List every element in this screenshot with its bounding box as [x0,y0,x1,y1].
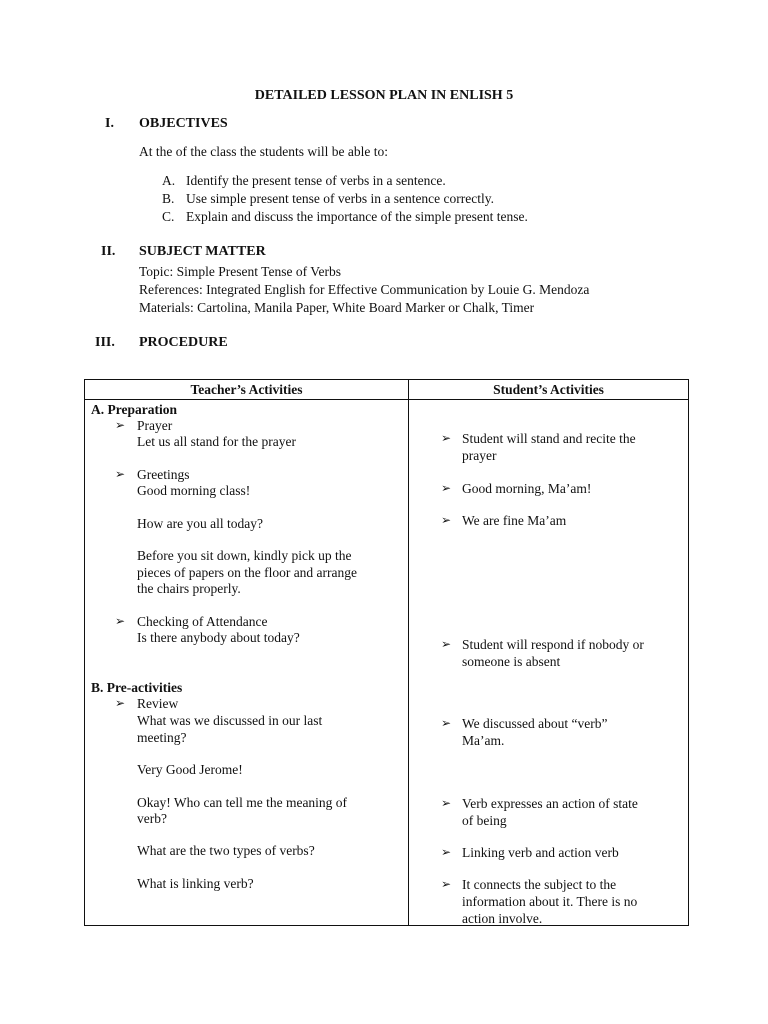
teacher-line: How are you all today? [137,516,263,531]
teacher-line: Before you sit down, kindly pick up the [137,548,352,563]
objective-letter: B. [162,191,175,206]
arrow-bullet-icon: ➢ [115,696,126,710]
review-label: Review [137,696,179,711]
subject-references: References: Integrated English for Effective Communication by Louie G. Mendoza [139,282,590,297]
arrow-bullet-icon: ➢ [441,877,452,891]
arrow-bullet-icon: ➢ [115,467,126,481]
teacher-activities-header: Teacher’s Activities [85,380,409,400]
teacher-line: Is there anybody about today? [137,630,300,645]
objective-item: Explain and discuss the importance of the simple present tense. [186,209,528,224]
objectives-intro: At the of the class the students will be able to: [139,144,388,159]
pre-activities-heading: B. Pre-activities [91,680,183,695]
objective-letter: C. [162,209,175,224]
teacher-line: Okay! Who can tell me the meaning of [137,795,348,810]
objective-item: Use simple present tense of verbs in a sentence correctly. [186,191,495,206]
arrow-bullet-icon: ➢ [441,845,452,859]
teacher-activities-cell [85,400,409,926]
procedure-heading: PROCEDURE [139,335,228,350]
student-line: information about it. There is no [462,894,638,909]
student-line: Verb expresses an action of state [462,796,638,811]
arrow-bullet-icon: ➢ [441,716,452,730]
teacher-line: What are the two types of verbs? [137,843,315,858]
student-line: of being [462,813,507,828]
arrow-bullet-icon: ➢ [441,481,452,495]
arrow-bullet-icon: ➢ [441,513,452,527]
teacher-line: verb? [137,811,167,826]
subject-matter-number: II. [101,244,116,259]
document-title: DETAILED LESSON PLAN IN ENLISH 5 [254,88,514,103]
arrow-bullet-icon: ➢ [115,614,126,628]
table-row [85,400,689,926]
procedure-number: III. [95,335,115,350]
student-line: action involve. [462,911,543,926]
arrow-bullet-icon: ➢ [441,637,452,651]
teacher-line: the chairs properly. [137,581,241,596]
teacher-line: pieces of papers on the floor and arrange [137,565,358,580]
student-line: Ma’am. [462,733,505,748]
greetings-label: Greetings [137,467,190,482]
student-activities-header: Student’s Activities [409,380,689,400]
student-line: Good morning, Ma’am! [462,481,592,496]
subject-materials: Materials: Cartolina, Manila Paper, White Board Marker or Chalk, Timer [139,300,535,315]
procedure-table [84,379,689,926]
subject-matter-heading: SUBJECT MATTER [139,244,266,259]
teacher-line: Very Good Jerome! [137,762,243,777]
student-line: Student will respond if nobody or [462,637,644,652]
objective-item: Identify the present tense of verbs in a sentence. [186,173,446,188]
teacher-line: What is linking verb? [137,876,254,891]
student-line: Student will stand and recite the [462,431,636,446]
arrow-bullet-icon: ➢ [441,796,452,810]
table-header-row [85,380,689,400]
arrow-bullet-icon: ➢ [115,418,126,432]
teacher-line: What was we discussed in our last [137,713,323,728]
subject-topic: Topic: Simple Present Tense of Verbs [139,264,341,279]
prayer-label: Prayer [137,418,173,433]
student-line: someone is absent [462,654,561,669]
attendance-label: Checking of Attendance [137,614,268,629]
teacher-line: Good morning class! [137,483,251,498]
teacher-line: Let us all stand for the prayer [137,434,296,449]
student-line: We discussed about “verb” [462,716,608,731]
arrow-bullet-icon: ➢ [441,431,452,445]
student-activities-cell [409,400,689,926]
objectives-number: I. [105,116,114,131]
objectives-heading: OBJECTIVES [139,116,228,131]
teacher-line: meeting? [137,730,187,745]
student-line: Linking verb and action verb [462,845,619,860]
objective-letter: A. [162,173,176,188]
student-line: prayer [462,448,497,463]
preparation-heading: A. Preparation [91,402,177,417]
student-line: It connects the subject to the [462,877,617,892]
student-line: We are fine Ma’am [462,513,567,528]
